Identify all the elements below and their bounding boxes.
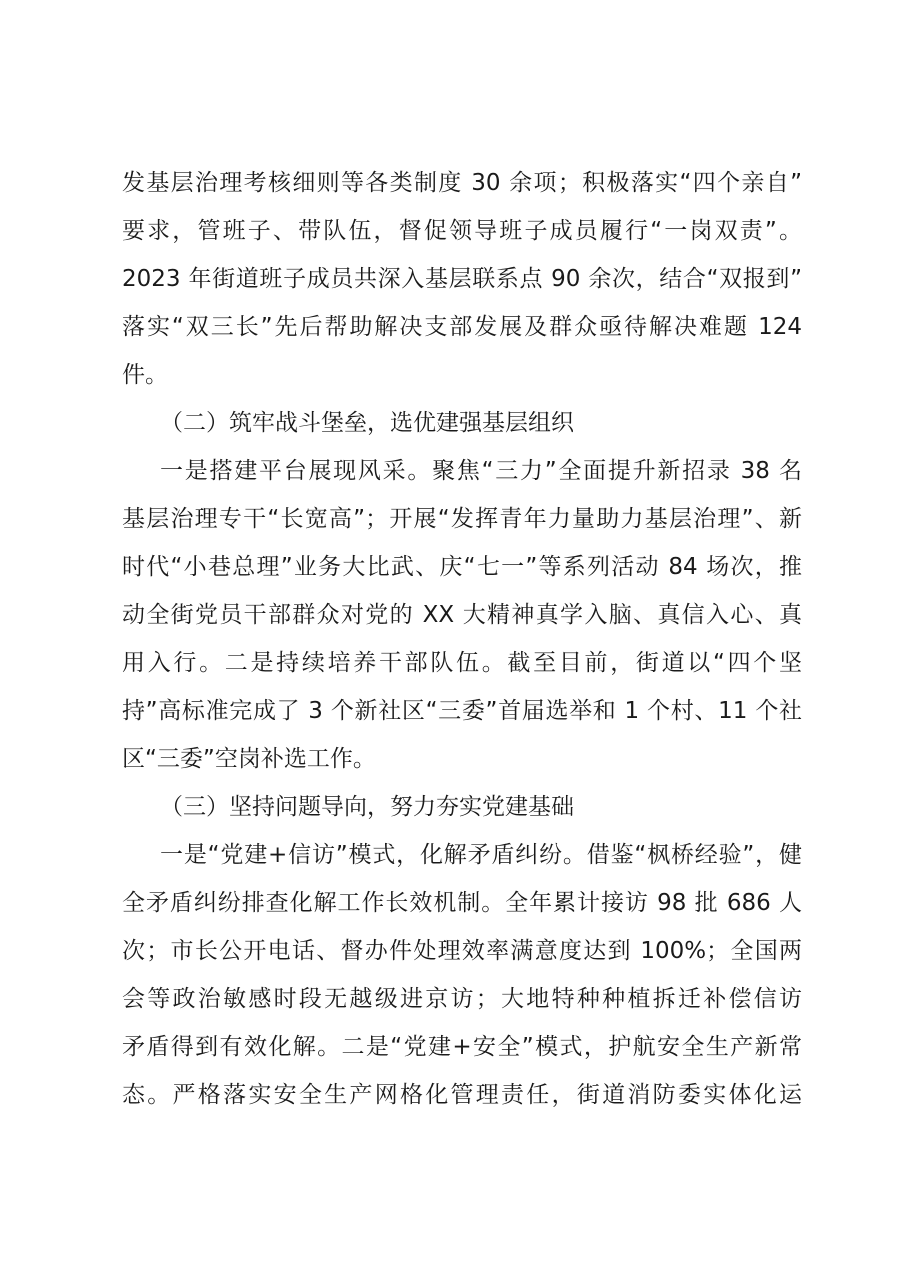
body-text-line: 时代“小巷总理”业务大比武、庆“七一”等系列活动 84 场次，推 [122, 554, 802, 580]
body-text-line: 持”高标准完成了 3 个新社区“三委”首届选举和 1 个村、11 个社 [122, 698, 802, 724]
section-heading: （三）坚持问题导向，努力夯实党建基础 [160, 794, 574, 820]
paragraph-first-line: 一是搭建平台展现风采。聚焦“三力”全面提升新招录 38 名 [160, 458, 802, 484]
body-text-line: 区“三委”空岗补选工作。 [122, 746, 376, 772]
paragraph-first-line: 一是“党建+信访”模式，化解矛盾纠纷。借鉴“枫桥经验”，健 [160, 842, 802, 868]
body-text-line: 发基层治理考核细则等各类制度 30 余项；积极落实“四个亲自” [122, 170, 802, 196]
section-heading: （二）筑牢战斗堡垒，选优建强基层组织 [160, 410, 574, 436]
body-text-line: 会等政治敏感时段无越级进京访；大地特种种植拆迁补偿信访 [122, 986, 802, 1012]
body-text-line: 态。严格落实安全生产网格化管理责任，街道消防委实体化运 [122, 1082, 802, 1108]
body-text-line: 落实“双三长”先后帮助解决支部发展及群众亟待解决难题 124 [122, 314, 802, 340]
body-text-line: 2023 年街道班子成员共深入基层联系点 90 余次，结合“双报到” [122, 266, 802, 292]
body-text-line: 次；市长公开电话、督办件处理效率满意度达到 100%；全国两 [122, 938, 802, 964]
body-text-line: 矛盾得到有效化解。二是“党建+安全”模式，护航安全生产新常 [122, 1034, 802, 1060]
body-text-line: 动全街党员干部群众对党的 XX 大精神真学入脑、真信入心、真 [122, 602, 802, 628]
body-text-line: 要求，管班子、带队伍，督促领导班子成员履行“一岗双责”。 [122, 218, 802, 244]
body-text-line: 件。 [122, 362, 168, 388]
body-text-line: 全矛盾纠纷排查化解工作长效机制。全年累计接访 98 批 686 人 [122, 890, 802, 916]
body-text-line: 用入行。二是持续培养干部队伍。截至目前，街道以“四个坚 [122, 650, 802, 676]
body-text-line: 基层治理专干“长宽高”；开展“发挥青年力量助力基层治理”、新 [122, 506, 802, 532]
